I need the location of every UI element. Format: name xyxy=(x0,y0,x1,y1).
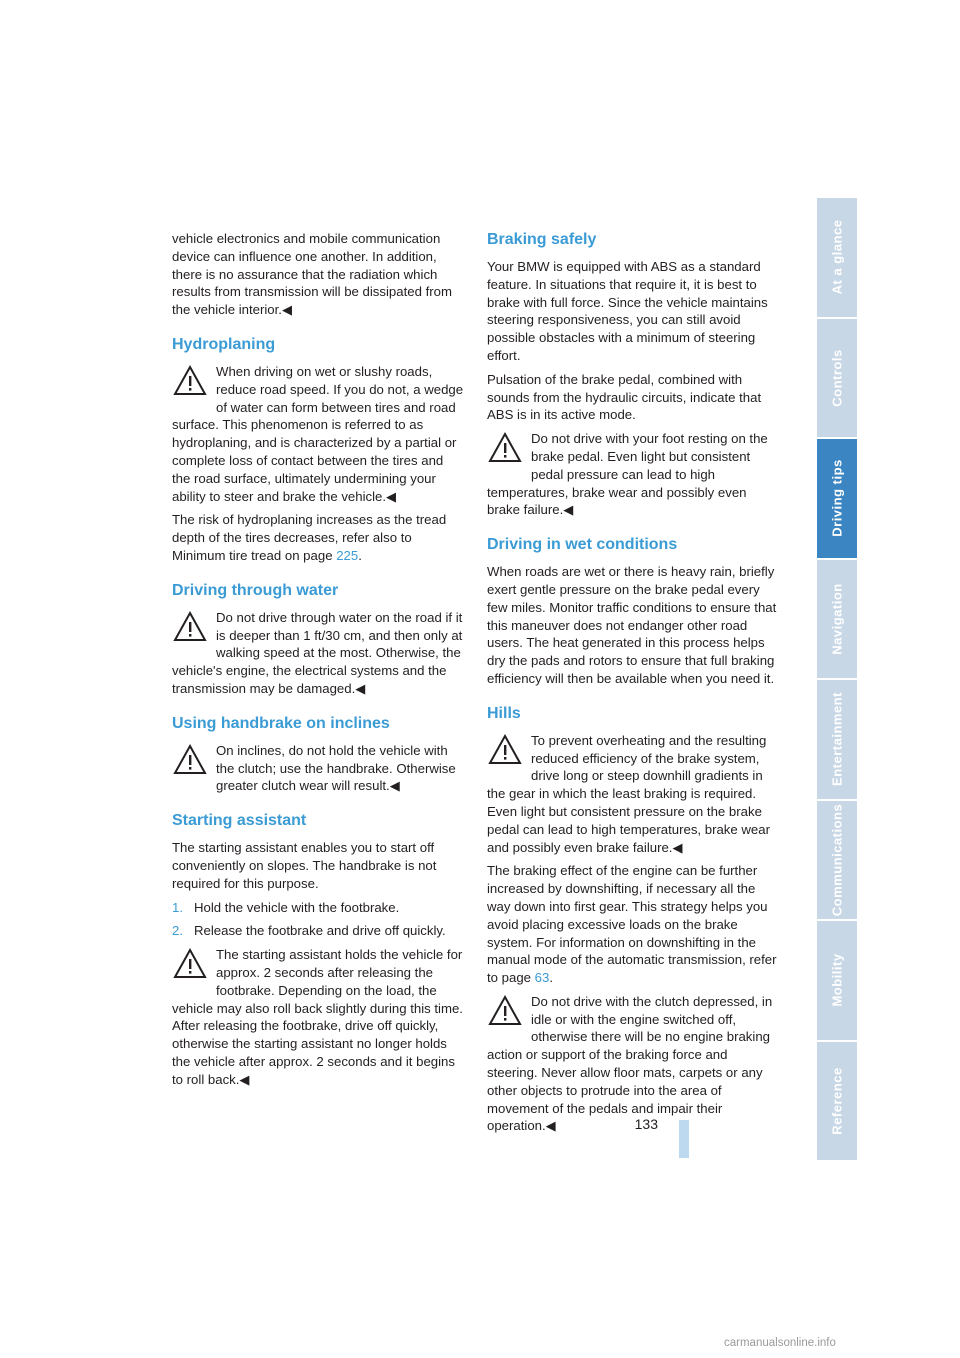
starting-paragraph: The starting assistant enables you to start off conveniently on slopes. The handbrake is not required for this purpose. xyxy=(172,840,437,891)
warning-starting-assistant xyxy=(172,946,464,1088)
step-text: Hold the vehicle with the footbrake. xyxy=(194,899,400,915)
tab-label: Controls xyxy=(829,349,845,407)
tab-label: Mobility xyxy=(829,953,845,1007)
right-column xyxy=(487,230,779,1141)
warning-text: Do not drive with your foot resting on the brake pedal. Even light but consistent pedal pressure can lead to high temperatures, brake wear and possibly even brake failure.◀ xyxy=(487,431,768,518)
warning-text: On inclines, do not hold the vehicle with the clutch; use the handbrake. Otherwise greater clutch wear will result.◀ xyxy=(216,742,456,794)
tab-driving-tips[interactable] xyxy=(817,439,857,558)
warning-triangle-icon xyxy=(487,430,523,466)
warning-triangle-icon xyxy=(487,732,523,768)
step-text: Release the footbrake and drive off quickly. xyxy=(194,923,446,939)
tab-reference[interactable] xyxy=(817,1042,857,1161)
warning-text: When driving on wet or slushy roads, reduce road speed. If you do not, a wedge of water can form between tires and road surface. This phenomenon is referred to as hydroplaning, and is characterized by a partial or complete loss of contact between the tires and the road surface, ultimately undermining your ability to steer and brake the vehicle.◀ xyxy=(172,363,464,504)
warning-triangle-icon xyxy=(172,946,208,982)
left-column xyxy=(172,230,464,1094)
tab-label: Driving tips xyxy=(829,459,845,538)
wet-paragraph: When roads are wet or there is heavy rain, briefly exert gentle pressure on the brake pedal every few miles. Monitor traffic conditions to ensure that this maneuver does not endanger other road users. The heat generated in this process helps dry the pads and rotors to ensure that full braking efficiency will then be available when you need it. xyxy=(487,564,777,686)
watermark: carmanualsonline.info xyxy=(724,1337,836,1349)
tab-label: Reference xyxy=(829,1067,845,1135)
chapter-sidebar xyxy=(817,198,857,1160)
list-item xyxy=(172,899,464,917)
heading-braking-safely: Braking safely xyxy=(487,231,597,248)
heading-driving-through-water: Driving through water xyxy=(172,581,339,599)
braking-paragraph-1: Your BMW is equipped with ABS as a standard feature. In situations that require it, it is best to brake with full force. Since the vehicle maintains steering responsiveness, you can still avoid possible obstacles with a minimum of steering effort. xyxy=(487,259,768,363)
tab-navigation[interactable] xyxy=(817,560,857,679)
step-number: 1. xyxy=(172,899,183,915)
braking-paragraph-2: Pulsation of the brake pedal, combined with sounds from the hydraulic circuits, indicate that ABS is in its active mode. xyxy=(487,371,762,423)
heading-starting-assistant: Starting assistant xyxy=(172,812,307,830)
tab-entertainment[interactable] xyxy=(817,680,857,799)
heading-hydroplaning: Hydroplaning xyxy=(172,335,276,353)
warning-text: Do not drive with the clutch depressed, in idle or with the engine switched off, otherwise there will be no engine braking action or support of the braking force and steering. Never allow floor mats, carpets or any other objects to protrude into the area of movement of the pedals and impair their operation.◀ xyxy=(487,993,773,1134)
warning-water xyxy=(172,609,464,698)
warning-triangle-icon xyxy=(172,363,208,399)
tab-communications[interactable] xyxy=(817,801,857,920)
warning-text: Do not drive through water on the road if it is deeper than 1 ft/30 cm, and then only at walking speed at the most. Otherwise, the vehicle's engine, the electrical systems and the transmission may be damaged.◀ xyxy=(172,609,463,696)
heading-wet-conditions: Driving in wet conditions xyxy=(487,536,678,554)
warning-text: The starting assistant holds the vehicle for approx. 2 seconds after releasing the footbrake. Depending on the load, the vehicle may also roll back slightly during this time. After releasing the footbrake, drive off quickly, otherwise the starting assistant no longer holds the vehicle after approx. 2 seconds and it begins to roll back.◀ xyxy=(172,947,463,1087)
warning-hills-1 xyxy=(487,732,779,857)
page-link-225[interactable]: 225 xyxy=(336,547,359,563)
tab-label: Navigation xyxy=(829,583,845,655)
page-link-63[interactable]: 63 xyxy=(534,970,550,986)
warning-hills-2 xyxy=(487,993,779,1135)
paragraph-text: The risk of hydroplaning increases as the tread depth of the tires decreases, refer also to Minimum tire tread on page xyxy=(172,512,447,563)
paragraph-text: The braking effect of the engine can be further increased by downshifting, if necessary all the way down into first gear. This strategy helps you avoid placing excessive loads on the brake system. For information on downshifting in the manual mode of the automatic transmission, refer to page xyxy=(487,863,777,986)
intro-paragraph: vehicle electronics and mobile communication device can influence one another. In addition, there is no assurance that the radiation which results from transmission will be dissipated from the vehicle interior.◀ xyxy=(172,231,452,318)
tab-controls[interactable] xyxy=(817,319,857,438)
tab-mobility[interactable] xyxy=(817,921,857,1040)
hills-paragraph xyxy=(487,862,779,987)
tab-label: At a glance xyxy=(829,219,845,295)
paragraph-end: . xyxy=(549,970,554,986)
list-item xyxy=(172,922,464,940)
warning-braking xyxy=(487,430,779,519)
heading-handbrake: Using handbrake on inclines xyxy=(172,714,390,732)
warning-handbrake xyxy=(172,742,464,795)
tab-label: Communications xyxy=(829,803,845,916)
warning-triangle-icon xyxy=(172,609,208,645)
page-number-bar xyxy=(679,1120,689,1158)
warning-triangle-icon xyxy=(172,742,208,778)
paragraph-end: . xyxy=(358,547,362,563)
heading-hills: Hills xyxy=(487,704,521,722)
page-number: 133 xyxy=(634,1116,658,1132)
hydroplaning-paragraph xyxy=(172,511,464,564)
warning-text: To prevent overheating and the resulting reduced efficiency of the brake system, drive long or steep downhill gradients in the gear in which the least braking is required. Even light but consistent pressure on the brake pedal can lead to high temperatures, brake wear and possibly even brake failure.◀ xyxy=(487,732,770,855)
warning-hydroplaning xyxy=(172,363,464,505)
step-number: 2. xyxy=(172,923,183,939)
warning-triangle-icon xyxy=(487,993,523,1029)
tab-at-a-glance[interactable] xyxy=(817,198,857,317)
tab-label: Entertainment xyxy=(829,692,845,787)
